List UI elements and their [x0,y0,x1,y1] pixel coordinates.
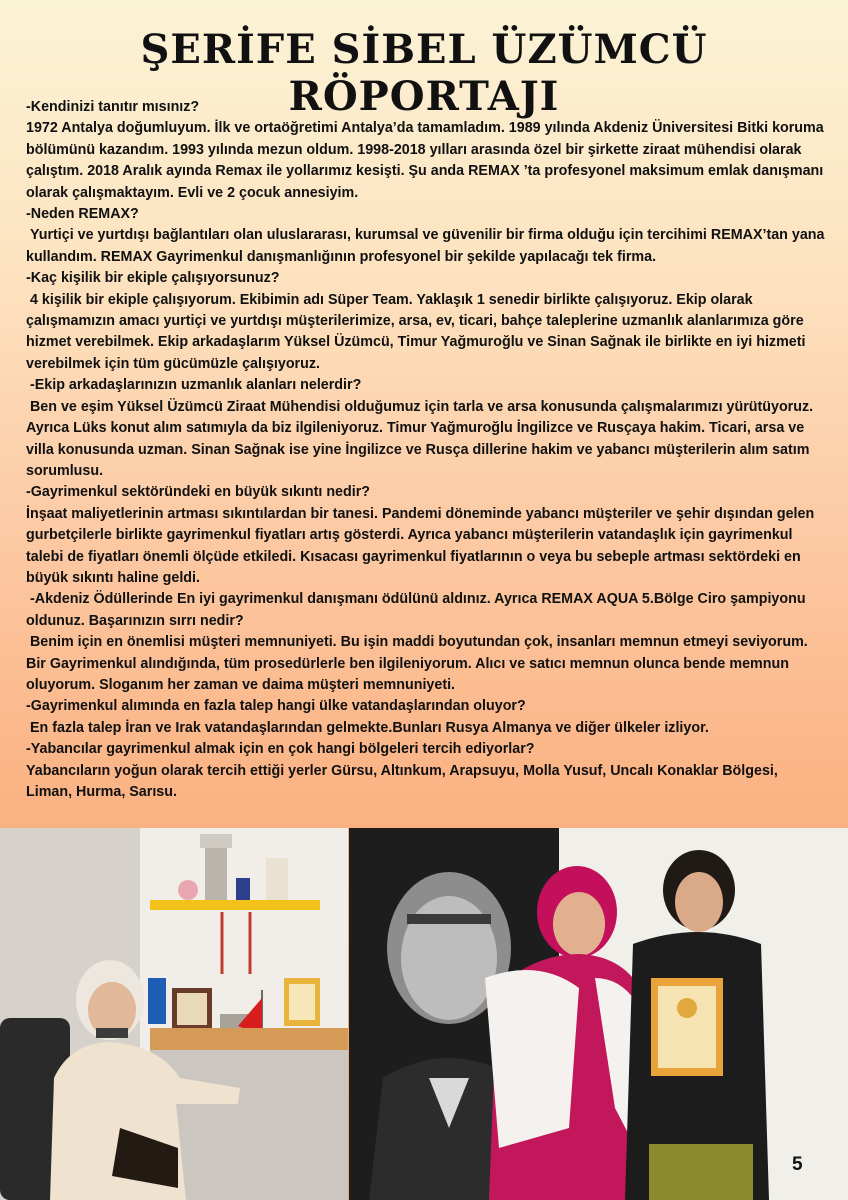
page-title: ŞERİFE SİBEL ÜZÜMCÜ RÖPORTAJI [140,26,708,120]
question-paragraph: -Akdeniz Ödüllerinde En iyi gayrimenkul danışmanı ödülünü aldınız. Ayrıca REMAX AQUA 5.Bölge Ciro şampiyonu oldunuz. Başarınızın sırrı nedir? [26,591,810,629]
photo-strip [0,828,848,1200]
question-paragraph: -Kendinizi tanıtır mısınız? [26,99,200,115]
office-photo-illustration [0,828,348,1200]
answer-paragraph: Ben ve eşim Yüksel Üzümcü Ziraat Mühendisi olduğumuz için tarla ve arsa konusunda çalışmalarımızı yürütüyoruz. Ayrıca Lüks konut alım satımıyla da biz ilgileniyoruz. Timur Yağmuroğlu İngilizce ve Rusçaya hakim. Ticari, arsa ve villa konusunda uzman. Sinan Sağnak ise yine İngilizce ve Rusça dillerine hakim ve yabancı müşterilerin alım satım sorumlusu. [26,398,817,479]
answer-paragraph: 4 kişilik bir ekiple çalışıyorum. Ekibimin adı Süper Team. Yaklaşık 1 senedir birlikte çalışıyoruz. Ekip olarak çalışmamızın amacı yurtiçi ve yurtdışı müşterilerimize, arsa, ev, ticari, bahçe taleplerine uzmanlık alanlarımıza göre hizmet verebilmek. Ekip arkadaşlarım Yüksel Üzümcü, Timur Yağmuroğlu ve Sinan Sağnak ile birlikte en iyi hizmeti verebilmek için tüm gücümüzle çalışıyoruz. [26,291,810,372]
answer-paragraph: Benim için en önemlisi müşteri memnuniyeti. Bu işin maddi boyutundan çok, insanları memnun etmeyi seviyorum. Bir Gayrimenkul alındığında, tüm prosedürlerle ben ilgileniyorum. Alıcı ve satıcı memnun olunca bende memnun oluyorum. Sloganım her zaman ve daima müşteri memnuniyeti. [26,634,812,693]
question-paragraph: -Neden REMAX? [26,206,139,223]
award-photo-illustration [349,828,848,1200]
office-photo [0,828,348,1200]
page-number: 5 [792,1154,803,1175]
question-paragraph: -Gayrimenkul alımında en fazla talep hangi ülke vatandaşlarından oluyor? [26,698,526,715]
question-paragraph: -Kaç kişilik bir ekiple çalışıyorsunuz? [26,270,280,287]
answer-paragraph: En fazla talep İran ve Irak vatandaşlarından gelmekte.Bunları Rusya Almanya ve diğer ülkeler izliyor. [26,719,709,736]
interview-text [26,97,829,803]
answer-paragraph: Yabancıların yoğun olarak tercih ettiği yerler Gürsu, Altınkum, Arapsuyu, Molla Yusuf, Uncalı Konaklar Bölgesi, Liman, Hurma, Sarısu. [26,762,782,800]
award-photo [349,828,848,1200]
question-paragraph: -Ekip arkadaşlarınızın uzmanlık alanları nelerdir? [26,377,362,394]
answer-paragraph: Yurtiçi ve yurtdışı bağlantıları olan uluslararası, kurumsal ve güvenilir bir firma olduğu için tercihimi REMAX’tan yana kullandım. REMAX Gayrimenkul danışmanlığının profesyonel bir şekilde yapılacağı tek firma. [26,227,829,265]
question-paragraph: -Gayrimenkul sektöründeki en büyük sıkıntı nedir? [26,484,371,501]
answer-paragraph: 1972 Antalya doğumluyum. İlk ve ortaöğretimi Antalya’da tamamladım. 1989 yılında Akdeniz Üniversitesi Bitki koruma bölümünü kazandım. 1993 yılında mezun oldum. 1998-2018 yılları arasında özel bir şirkette ziraat mühendisi olarak çalıştım. 2018 Aralık ayında Remax ile yollarımız kesişti. Şu anda REMAX ’ta profesyonel maksimum emlak danışmanı olarak çalışmaktayım. Evli ve 2 çocuk annesiyim. [26,120,828,201]
question-paragraph: -Yabancılar gayrimenkul almak için en çok hangi bölgeleri tercih ediyorlar? [26,741,535,758]
answer-paragraph: İnşaat maliyetlerinin artması sıkıntılardan bir tanesi. Pandemi döneminde yabancı müşteriler ve şehir dışından gelen gurbetçilerle birlikte gayrimenkul fiyatları artış gösterdi. Ayrıca yabancı müşterilerin vatandaşlık için gayrimenkul talebi de fiyatları önemli ölçüde etkiledi. Kısacası gayrimenkul fiyatlarının o veya bu sebeple artması sektördeki en büyük sıkıntı haline geldi. [26,505,819,586]
